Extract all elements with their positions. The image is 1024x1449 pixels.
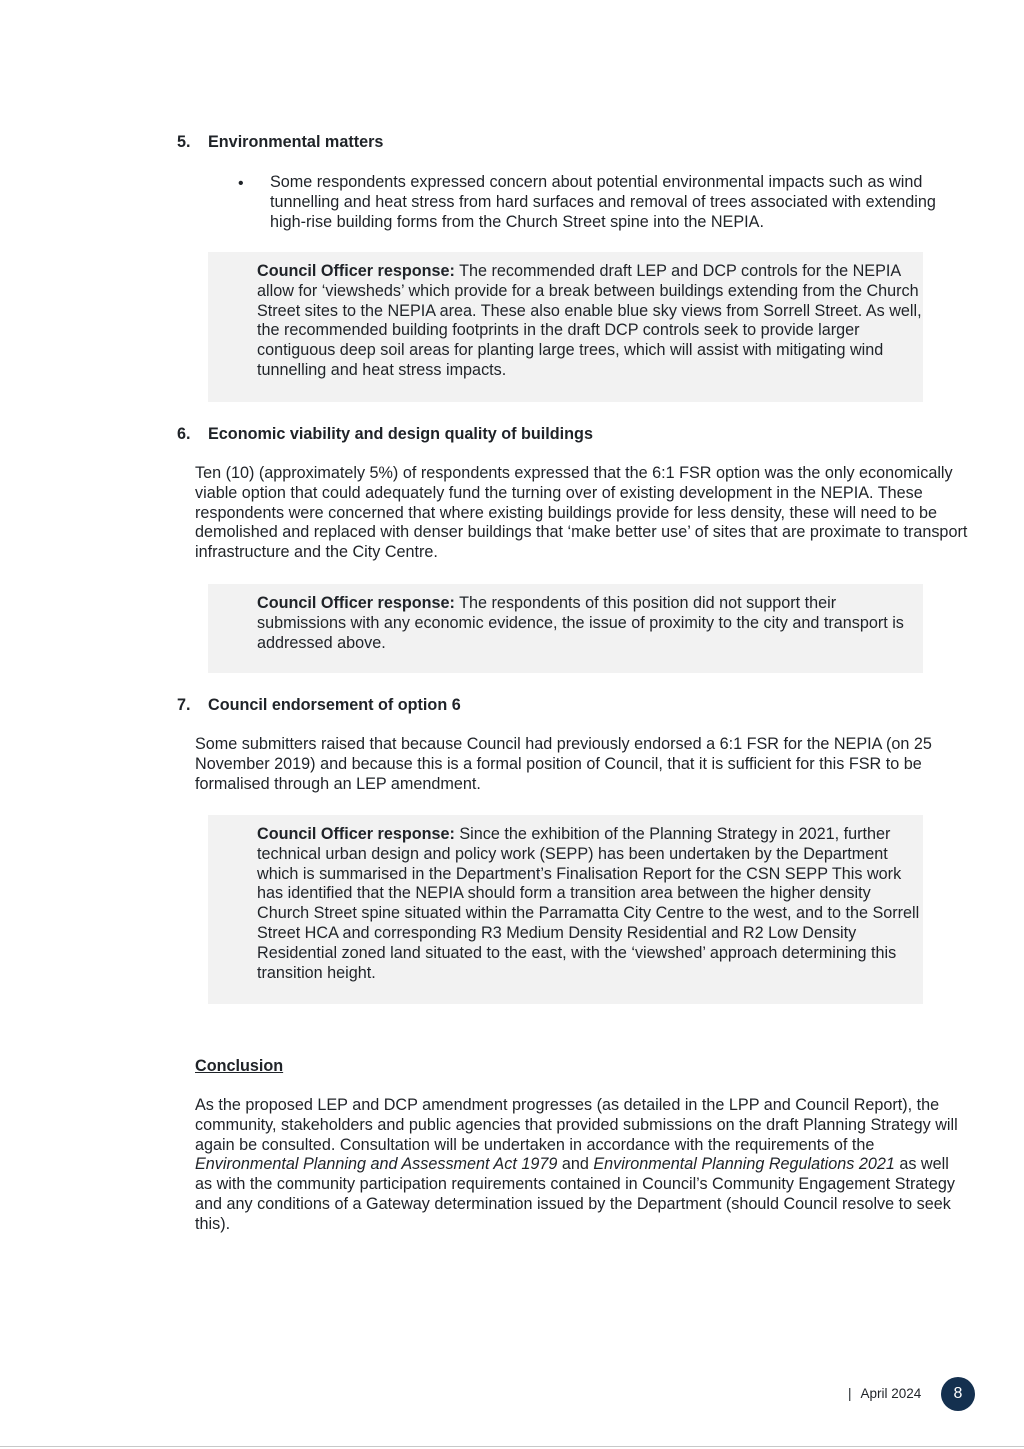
response-label: Council Officer response:	[257, 825, 455, 843]
page-number-badge: 8	[941, 1377, 975, 1411]
conclusion-text-3: as well as with the community participation requirements contained in Council’s Community Engagement Strategy and any conditions of a Gateway determination issued by the Department (should Council resolve to seek this).	[195, 1155, 955, 1233]
conclusion-text-2: and	[557, 1155, 594, 1174]
conclusion-regulations-title: Environmental Planning Regulations 2021	[593, 1155, 895, 1174]
section-7-response	[257, 825, 927, 983]
section-6-response-box	[208, 584, 923, 673]
bullet-dot-icon: •	[238, 175, 244, 192]
section-5-heading	[177, 132, 383, 152]
section-5-response-box	[208, 252, 923, 402]
section-7-response-box	[208, 815, 923, 1004]
section-6-body: Ten (10) (approximately 5%) of respondents expressed that the 6:1 FSR option was the only economically viable option that could adequately fund the turning over of existing development in the NEPIA. These respondents were concerned that where existing buildings provide for less density, these will need to be demolished and replaced with denser buildings that ‘make better use’ of sites that are proximate to transport infrastructure and the City Centre.	[195, 464, 968, 562]
response-label: Council Officer response:	[257, 262, 455, 280]
response-label: Council Officer response:	[257, 594, 455, 612]
footer-date	[848, 1385, 921, 1403]
section-6-number: 6.	[177, 425, 191, 443]
section-7-heading	[177, 695, 461, 715]
conclusion-heading: Conclusion	[195, 1057, 284, 1075]
section-6-heading	[177, 424, 593, 444]
section-5-response	[257, 262, 927, 381]
section-7-title: Council endorsement of option 6	[208, 696, 461, 714]
footer-date-text: April 2024	[860, 1386, 922, 1401]
response-text: The respondents of this position did not support their submissions with any economic evidence, the issue of proximity to the city and transport is addressed above.	[257, 594, 904, 652]
section-7-body: Some submitters raised that because Council had previously endorsed a 6:1 FSR for the NEPIA (on 25 November 2019) and because this is a formal position of Council, that it is sufficient for this FSR to be formalised through an LEP amendment.	[195, 735, 932, 793]
response-text: Since the exhibition of the Planning Strategy in 2021, further technical urban design and policy work (SEPP) has been undertaken by the Department which is summarised in the Department’s Finalisation Report for the CSN SEPP This work has identified that the NEPIA should form a transition area between the higher density Church Street spine situated within the Parramatta City Centre to the west, and to the Sorrell Street HCA and corresponding R3 Medium Density Residential and R2 Low Density Residential zoned land situated to the east, with the ‘viewshed’ approach determining this transition height.	[257, 825, 920, 982]
section-5-number: 5.	[177, 133, 191, 151]
section-6-response	[257, 594, 927, 653]
response-text: The recommended draft LEP and DCP controls for the NEPIA allow for ‘viewsheds’ which provide for a break between buildings extending from the Church Street sites to the NEPIA area. These also enable blue sky views from Sorrell Street. As well, the recommended building footprints in the draft DCP controls seek to provide larger contiguous deep soil areas for planting large trees, which will assist with mitigating wind tunnelling and heat stress impacts.	[257, 262, 922, 379]
conclusion-body	[195, 1096, 970, 1235]
bottom-divider	[0, 1446, 1024, 1447]
section-6-title: Economic viability and design quality of buildings	[208, 425, 593, 443]
conclusion-text-1: As the proposed LEP and DCP amendment progresses (as detailed in the LPP and Council Report), the community, stakeholders and public agencies that provided submissions on the draft Planning Strategy will again be consulted. Consultation will be undertaken in accordance with the requirements of the	[195, 1096, 958, 1154]
conclusion-act-title: Environmental Planning and Assessment Act 1979	[195, 1155, 558, 1174]
section-5-title: Environmental matters	[208, 133, 384, 151]
section-7-number: 7.	[177, 696, 191, 714]
footer-separator: |	[848, 1386, 852, 1401]
section-5-bullet-text: Some respondents expressed concern about potential environmental impacts such as wind tunnelling and heat stress from hard surfaces and removal of trees associated with extending high-rise building forms from the Church Street spine into the NEPIA.	[270, 173, 936, 231]
